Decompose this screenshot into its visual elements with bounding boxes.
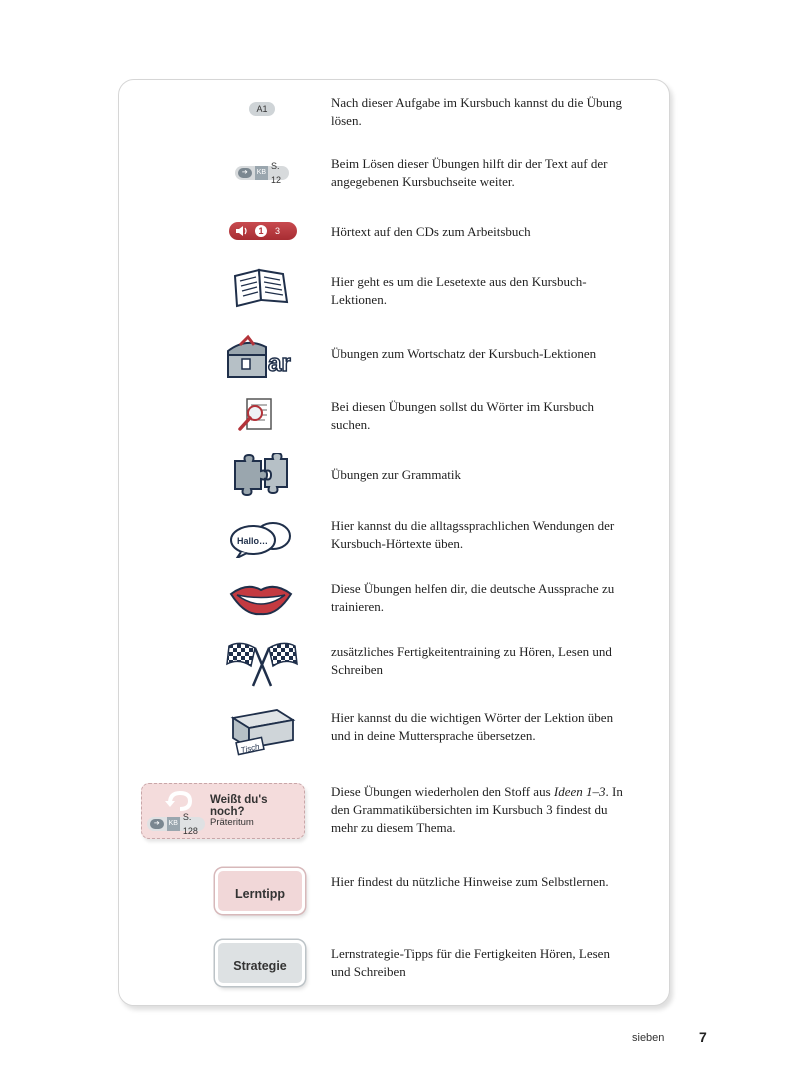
lips-icon: [229, 582, 293, 616]
page-word: sieben: [632, 1032, 665, 1044]
legend-text-audio: Hörtext auf den CDs zum Arbeitsbuch: [331, 224, 531, 239]
legend-text-vocabulary: Übungen zum Wortschatz der Kursbuch-Lektionen: [331, 346, 597, 361]
strategie-box: Strategie: [215, 940, 305, 986]
cd-number: 1: [255, 225, 267, 237]
legend-text-grammar: Übungen zur Grammatik: [331, 467, 461, 482]
review-box-subtitle: Präteritum: [210, 817, 254, 828]
checkered-flags-icon: [225, 640, 299, 688]
card-box-icon: [229, 706, 297, 756]
puzzle-icon: [231, 453, 291, 497]
kb-page: S. 128: [182, 812, 198, 836]
legend-text-reading: Hier geht es um die Lesetexte aus den Kursbuch-Lektionen.: [331, 274, 587, 307]
kb-page: S. 12: [271, 161, 282, 185]
magnifier-page-icon: [235, 395, 277, 437]
legend-text-word-cards: Hier kannst du die wichtigen Wörter der Lektion üben und in deine Muttersprache übersetzen.: [331, 710, 614, 743]
arrow-icon: ➔: [238, 168, 252, 178]
open-book-icon: [231, 268, 291, 308]
speaker-icon: [235, 225, 249, 237]
page-number: 7: [699, 1029, 707, 1045]
kb-label: KB: [255, 166, 268, 180]
lerntipp-box: Lerntipp: [215, 868, 305, 914]
review-box-icon: [141, 783, 305, 839]
review-kb-reference: [147, 812, 205, 836]
legend-card: [118, 79, 670, 1006]
legend-text-lerntipp: Hier findest du nützliche Hinweise zum Selbstlernen.: [331, 874, 609, 889]
review-box-title: Weißt du's noch?: [210, 794, 268, 818]
speech-bubbles-icon: [227, 518, 293, 558]
legend-text-kursbuch-reference: Beim Lösen dieser Übungen hilft dir der Text auf der angegebenen Kursbuchseite weiter.: [331, 156, 608, 189]
legend-text-review: Diese Übungen wiederholen den Stoff aus Ideen 1–3. In den Grammatikübersichten im Kursbuch 3 findest du mehr zu diesem Thema.: [331, 784, 623, 835]
exercise-badge-icon: A1: [249, 102, 275, 116]
legend-text-phrases: Hier kannst du die alltagssprachlichen Wendungen der Kursbuch-Hörtexte üben.: [331, 518, 615, 551]
track-number: 3: [275, 226, 281, 236]
kb-label: KB: [167, 817, 180, 831]
kursbuch-reference-icon: [235, 161, 289, 185]
svg-text:ar: ar: [268, 350, 291, 377]
legend-text-skills: zusätzliches Fertigkeitentraining zu Hören, Lesen und Schreiben: [331, 644, 612, 677]
legend-text-exercise: Nach dieser Aufgabe im Kursbuch kannst du die Übung lösen.: [331, 95, 622, 128]
card-word: Tisch: [239, 742, 261, 755]
arrow-icon: ➔: [150, 819, 164, 829]
legend-text-strategie: Lernstrategie-Tipps für die Fertigkeiten Hören, Lesen und Schreiben: [331, 946, 610, 979]
legend-text-search: Bei diesen Übungen sollst du Wörter im Kursbuch suchen.: [331, 399, 594, 432]
audio-cd-icon: [229, 222, 297, 240]
legend-text-pronunciation: Diese Übungen helfen dir, die deutsche Aussprache zu trainieren.: [331, 581, 615, 614]
bubble-text: Hallo…: [237, 536, 269, 546]
treasure-chest-icon: [224, 333, 302, 381]
